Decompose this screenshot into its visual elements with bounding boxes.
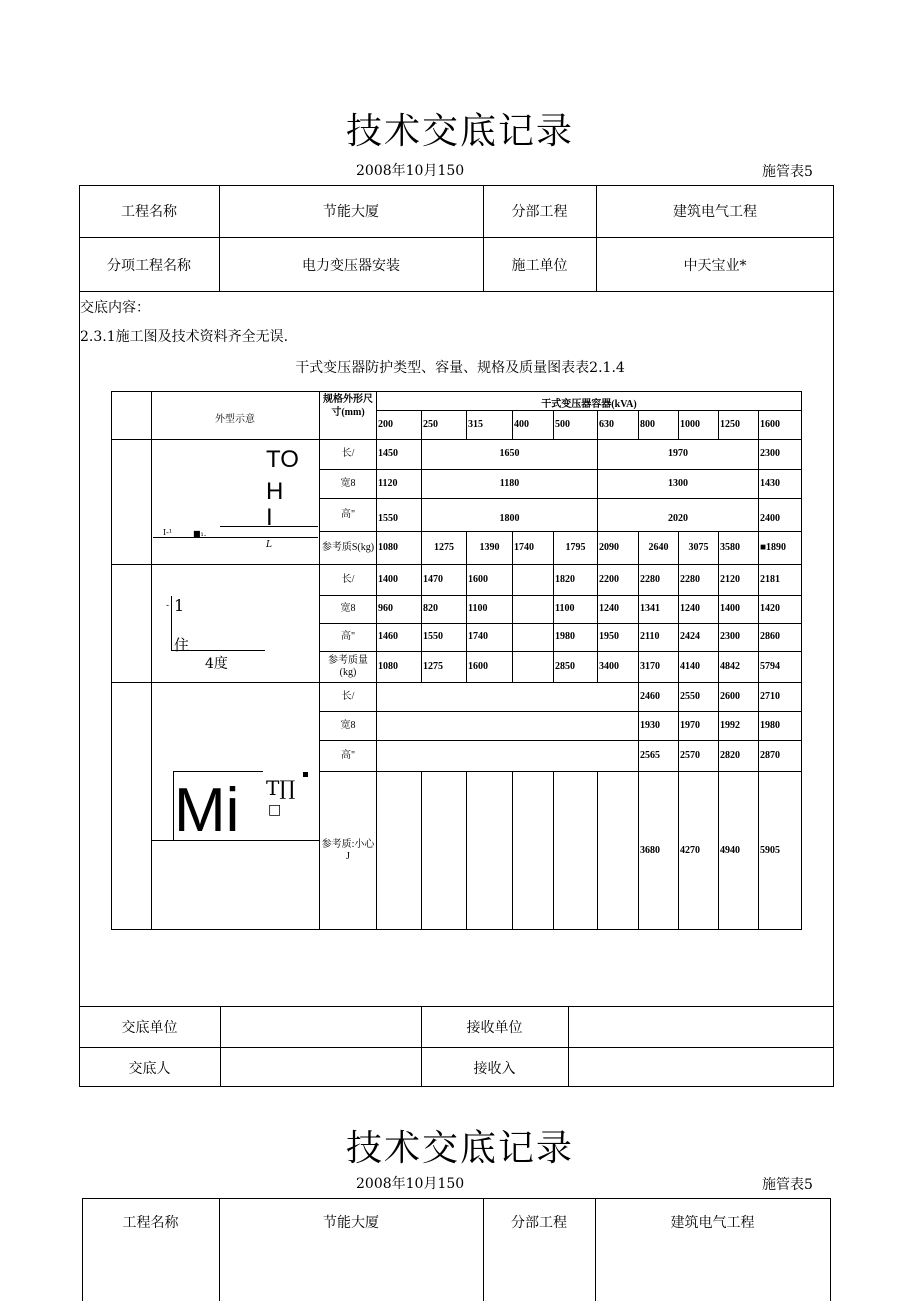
g2-cell: 1600 bbox=[468, 573, 488, 585]
g1-row-label: 长/ bbox=[341, 448, 355, 459]
sketch1 bbox=[266, 444, 299, 534]
g3-cell: 1992 bbox=[720, 719, 740, 731]
g2-cell: 1341 bbox=[640, 603, 660, 614]
g3-cell: 3680 bbox=[640, 844, 660, 856]
sub-project-value: 建筑电气工程 bbox=[673, 204, 757, 220]
g1-cell: 3075 bbox=[688, 541, 709, 553]
g2-cell: 2860 bbox=[760, 631, 780, 642]
g3-row-label: 长/ bbox=[341, 690, 355, 702]
receive-unit-label: 接收单位 bbox=[466, 1019, 523, 1036]
g1-cell: 1080 bbox=[378, 541, 398, 553]
g2-cell: 1240 bbox=[599, 603, 619, 614]
g2-cell: 2850 bbox=[555, 660, 575, 672]
g3-cell: 4270 bbox=[680, 844, 700, 856]
g2-cell: 2300 bbox=[720, 631, 740, 642]
sketch1-small-0: I-¹ bbox=[163, 528, 173, 537]
item-name-label: 分项工程名称 bbox=[107, 258, 191, 274]
sketch1-small-2: L bbox=[266, 540, 272, 550]
header-shape: 外型示意 bbox=[215, 414, 255, 425]
g1-cell: 1740 bbox=[514, 541, 534, 553]
g3-cell: 2550 bbox=[680, 690, 700, 702]
discloser-label: 交底人 bbox=[128, 1060, 171, 1077]
sub-project-label-2: 分部工程 bbox=[511, 1215, 567, 1231]
sketch2-text-0: 1 bbox=[174, 596, 185, 615]
form-number-2: 施管表5 bbox=[762, 1177, 813, 1193]
g3-cell: 2460 bbox=[640, 690, 660, 702]
sketch3-text-1: T∏ bbox=[266, 776, 296, 800]
g2-cell: 1400 bbox=[378, 573, 398, 585]
sketch1-text-2: I bbox=[266, 504, 273, 531]
header-capacity: 干式变压器容器(kVA) bbox=[541, 399, 637, 410]
g3-cell: 2600 bbox=[720, 690, 740, 702]
g3-row-label: 参考质:小心J bbox=[321, 838, 375, 862]
g2-cell: 1240 bbox=[680, 603, 700, 614]
project-name-label-2: 工程名称 bbox=[122, 1215, 179, 1231]
project-name-value: 节能大厦 bbox=[323, 204, 379, 220]
form-number: 施管表5 bbox=[762, 164, 813, 180]
g2-row-label: 高" bbox=[340, 631, 356, 642]
g1-cell: 1180 bbox=[499, 477, 520, 489]
g1-cell: 1550 bbox=[378, 512, 398, 524]
g3-cell: 5905 bbox=[760, 844, 780, 856]
g1-cell: 1795 bbox=[565, 541, 586, 553]
project-name-label: 工程名称 bbox=[121, 204, 177, 220]
g2-cell: 2181 bbox=[760, 573, 780, 585]
capacity-1000: 1000 bbox=[680, 418, 700, 430]
g2-cell bbox=[514, 623, 552, 651]
g1-cell: 1300 bbox=[668, 477, 688, 489]
sketch2-text-2: 4度 bbox=[205, 656, 228, 672]
receiver-label: 接收入 bbox=[473, 1060, 516, 1077]
capacity-800: 800 bbox=[640, 418, 655, 430]
g2-cell: 1460 bbox=[378, 631, 398, 642]
g3-cell: 4940 bbox=[720, 844, 740, 856]
g1-cell: 2090 bbox=[599, 541, 619, 553]
g1-cell: 1650 bbox=[499, 448, 520, 459]
g1-cell: 2300 bbox=[760, 448, 780, 459]
g1-row-label: 参考质S(kg) bbox=[321, 541, 375, 553]
g2-cell: 1550 bbox=[423, 631, 443, 642]
capacity-315: 315 bbox=[468, 418, 483, 430]
capacity-1600: 1600 bbox=[760, 418, 780, 430]
construction-unit-label: 施工单位 bbox=[511, 258, 568, 274]
g2-cell: 1100 bbox=[555, 603, 575, 614]
sketch1-text-0: TO bbox=[266, 446, 299, 473]
record-date: 2008年10月150 bbox=[356, 163, 465, 179]
sub-project-value-2: 建筑电气工程 bbox=[670, 1215, 755, 1231]
g2-cell: 2110 bbox=[640, 631, 660, 642]
g1-cell: 1450 bbox=[378, 448, 398, 459]
content-label: 交底内容： bbox=[80, 300, 150, 316]
g1-cell: 3580 bbox=[720, 541, 740, 553]
g2-cell: 2120 bbox=[720, 573, 740, 585]
g2-cell: 1275 bbox=[423, 660, 443, 672]
g2-cell: 1400 bbox=[720, 603, 740, 614]
header-dims: 规格外形尺寸(mm) bbox=[323, 394, 373, 418]
disclose-unit-label: 交底单位 bbox=[121, 1019, 178, 1036]
g1-cell: 1390 bbox=[479, 541, 500, 553]
g2-cell: 5794 bbox=[760, 660, 780, 672]
g2-cell: 1080 bbox=[378, 660, 398, 672]
table-caption: 干式变压器防护类型、容量、规格及质量图表表2.1.4 bbox=[295, 360, 625, 376]
g2-cell bbox=[514, 564, 552, 595]
g2-cell: 1600 bbox=[468, 660, 488, 672]
capacity-630: 630 bbox=[599, 418, 614, 430]
g3-cell: 2820 bbox=[720, 749, 740, 761]
capacity-1250: 1250 bbox=[720, 418, 740, 430]
g3-cell: 2710 bbox=[760, 690, 780, 702]
item-name-value: 电力变压器安装 bbox=[302, 258, 400, 274]
g1-cell: 1430 bbox=[760, 477, 780, 489]
capacity-250: 250 bbox=[423, 418, 438, 430]
g2-cell: 1820 bbox=[555, 573, 575, 585]
g1-cell: 2640 bbox=[648, 541, 669, 553]
g1-cell: 1970 bbox=[668, 448, 688, 459]
g3-cell: 1980 bbox=[760, 719, 780, 731]
g2-cell: 960 bbox=[378, 603, 393, 614]
g2-cell: 3400 bbox=[599, 660, 619, 672]
g2-cell: 2424 bbox=[680, 631, 700, 642]
sketch2-text-1: 住 bbox=[174, 636, 190, 654]
g1-cell: ■1890 bbox=[760, 541, 787, 553]
g2-cell: 3170 bbox=[640, 660, 660, 672]
g1-cell: 1120 bbox=[378, 477, 398, 489]
page-title-2: 技术交底记录 bbox=[345, 1128, 574, 1169]
g1-cell: 1275 bbox=[434, 541, 454, 553]
g2-cell: 1420 bbox=[760, 603, 780, 614]
g2-cell: 1470 bbox=[423, 573, 443, 585]
sub-project-label: 分部工程 bbox=[511, 204, 568, 220]
g2-cell: 1980 bbox=[555, 631, 575, 642]
g1-cell: 2400 bbox=[760, 512, 780, 524]
g1-cell: 1800 bbox=[499, 512, 520, 524]
g2-row-label: 参考质量(kg) bbox=[328, 654, 368, 678]
sketch1-small-1: ■₁. bbox=[193, 529, 207, 538]
g3-row-label: 高" bbox=[340, 749, 356, 761]
g2-cell: 2280 bbox=[680, 573, 700, 585]
sketch1-text-1: H bbox=[266, 478, 284, 505]
g3-row-label: 宽8 bbox=[340, 719, 356, 731]
g2-row-label: 宽8 bbox=[340, 603, 356, 614]
g3-cell: 2570 bbox=[680, 749, 700, 761]
g1-cell: 2020 bbox=[668, 512, 688, 524]
g1-row-label: 高" bbox=[340, 508, 356, 520]
g2-cell: 1740 bbox=[468, 631, 488, 642]
sketch3-text-2: □ bbox=[268, 802, 282, 818]
record-date-2: 2008年10月150 bbox=[356, 1176, 465, 1192]
g1-row-label: 宽8 bbox=[340, 477, 356, 489]
construction-unit-value: 中天宝业* bbox=[683, 258, 747, 274]
g2-cell: 4140 bbox=[680, 660, 700, 672]
g3-cell: 1930 bbox=[640, 719, 660, 731]
page-title: 技术交底记录 bbox=[345, 111, 574, 152]
g3-cell: 2870 bbox=[760, 749, 780, 761]
g3-cell: 1970 bbox=[680, 719, 700, 731]
g3-cell: 2565 bbox=[640, 749, 660, 761]
g2-cell bbox=[514, 651, 552, 682]
capacity-500: 500 bbox=[555, 418, 570, 430]
capacity-400: 400 bbox=[514, 418, 529, 430]
content-line: 2.3.1施工图及技术资料齐全无误. bbox=[80, 329, 289, 345]
g2-cell: 820 bbox=[423, 603, 438, 614]
capacity-200: 200 bbox=[378, 418, 393, 430]
sketch3-text-0: Mi bbox=[174, 776, 240, 845]
g2-cell: 1100 bbox=[468, 603, 488, 614]
project-name-value-2: 节能大厦 bbox=[323, 1215, 379, 1231]
g2-cell: 1950 bbox=[599, 631, 619, 642]
g2-cell: 2200 bbox=[599, 573, 619, 585]
g2-cell bbox=[514, 595, 552, 623]
g2-cell: 2280 bbox=[640, 573, 660, 585]
g2-cell: 4842 bbox=[720, 660, 740, 672]
g2-row-label: 长/ bbox=[341, 573, 355, 585]
